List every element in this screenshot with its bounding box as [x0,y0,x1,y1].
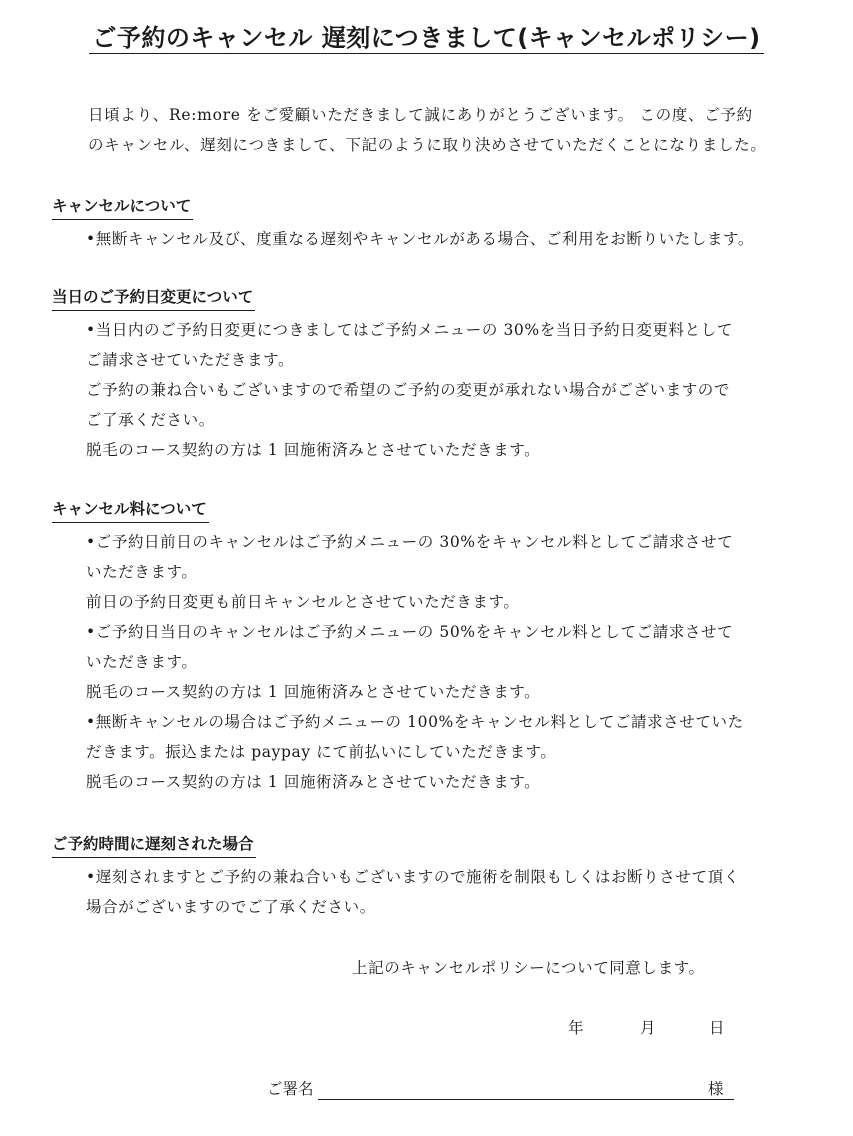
section-late-arrival [52,831,822,922]
section-line: ご了承ください。 [86,411,215,429]
signature-label: ご署名 [267,1080,314,1098]
section-line: だきます。振込または paypay にて前払いにしていただきます。 [86,743,557,761]
section-body [86,224,822,254]
section-line: いただきます。 [86,653,198,671]
section-line: •遅刻されますとご予約の兼ね合いもございますので施術を制限もしくはお断りさせて頂く [86,868,740,886]
section-heading: キャンセル料について [52,496,209,523]
section-line: いただきます。 [86,563,198,581]
signature-line[interactable] [318,1099,734,1100]
section-heading: 当日のご予約日変更について [52,284,255,311]
signature-suffix: 様 [708,1080,724,1098]
section-line: 前日の予約日変更も前日キャンセルとさせていただきます。 [86,593,520,611]
section-line: •ご予約日前日のキャンセルはご予約メニューの 30%をキャンセル料としてご請求させて [86,533,734,551]
agreement-statement: 上記のキャンセルポリシーについて同意します。 [352,959,705,977]
section-line: 脱毛のコース契約の方は 1 回施術済みとさせていただきます。 [86,683,541,701]
date-year-label: 年 [568,1019,584,1037]
section-line: •無断キャンセル及び、度重なる遅刻やキャンセルがある場合、ご利用をお断りいたします。 [86,230,754,248]
section-line: •当日内のご予約日変更につきましてはご予約メニューの 30%を当日予約日変更料として [86,321,733,339]
section-same-day-change [52,284,822,465]
section-line: ご請求させていただきます。 [86,351,295,369]
date-day-label: 日 [709,1019,725,1037]
section-heading: ご予約時間に遅刻された場合 [52,831,256,858]
section-cancel [52,193,822,254]
section-heading: キャンセルについて [52,193,193,220]
section-line: 脱毛のコース契約の方は 1 回施術済みとさせていただきます。 [86,773,541,791]
document-title: ご予約のキャンセル 遅刻につきまして(キャンセルポリシー) [0,20,853,56]
intro-paragraph [88,100,823,160]
date-month-label: 月 [640,1019,656,1037]
section-cancel-fee [52,496,822,797]
section-line: 場合がございますのでご了承ください。 [86,898,376,916]
section-body [86,862,822,922]
section-body [86,315,822,465]
section-body [86,527,822,797]
section-line: ご予約の兼ね合いもございますので希望のご予約の変更が承れない場合がございますので [86,381,731,399]
intro-line: 日頃より、Re:more をご愛顧いただきまして誠にありがとうございます。 この度、ご予約 [88,106,753,124]
section-line: 脱毛のコース契約の方は 1 回施術済みとさせていただきます。 [86,441,541,459]
section-line: •ご予約日当日のキャンセルはご予約メニューの 50%をキャンセル料としてご請求させて [86,623,734,641]
intro-line: のキャンセル、遅刻につきまして、下記のように取り決めさせていただくことになりました。 [88,136,767,154]
section-line: •無断キャンセルの場合はご予約メニューの 100%をキャンセル料としてご請求させていた [86,713,744,731]
